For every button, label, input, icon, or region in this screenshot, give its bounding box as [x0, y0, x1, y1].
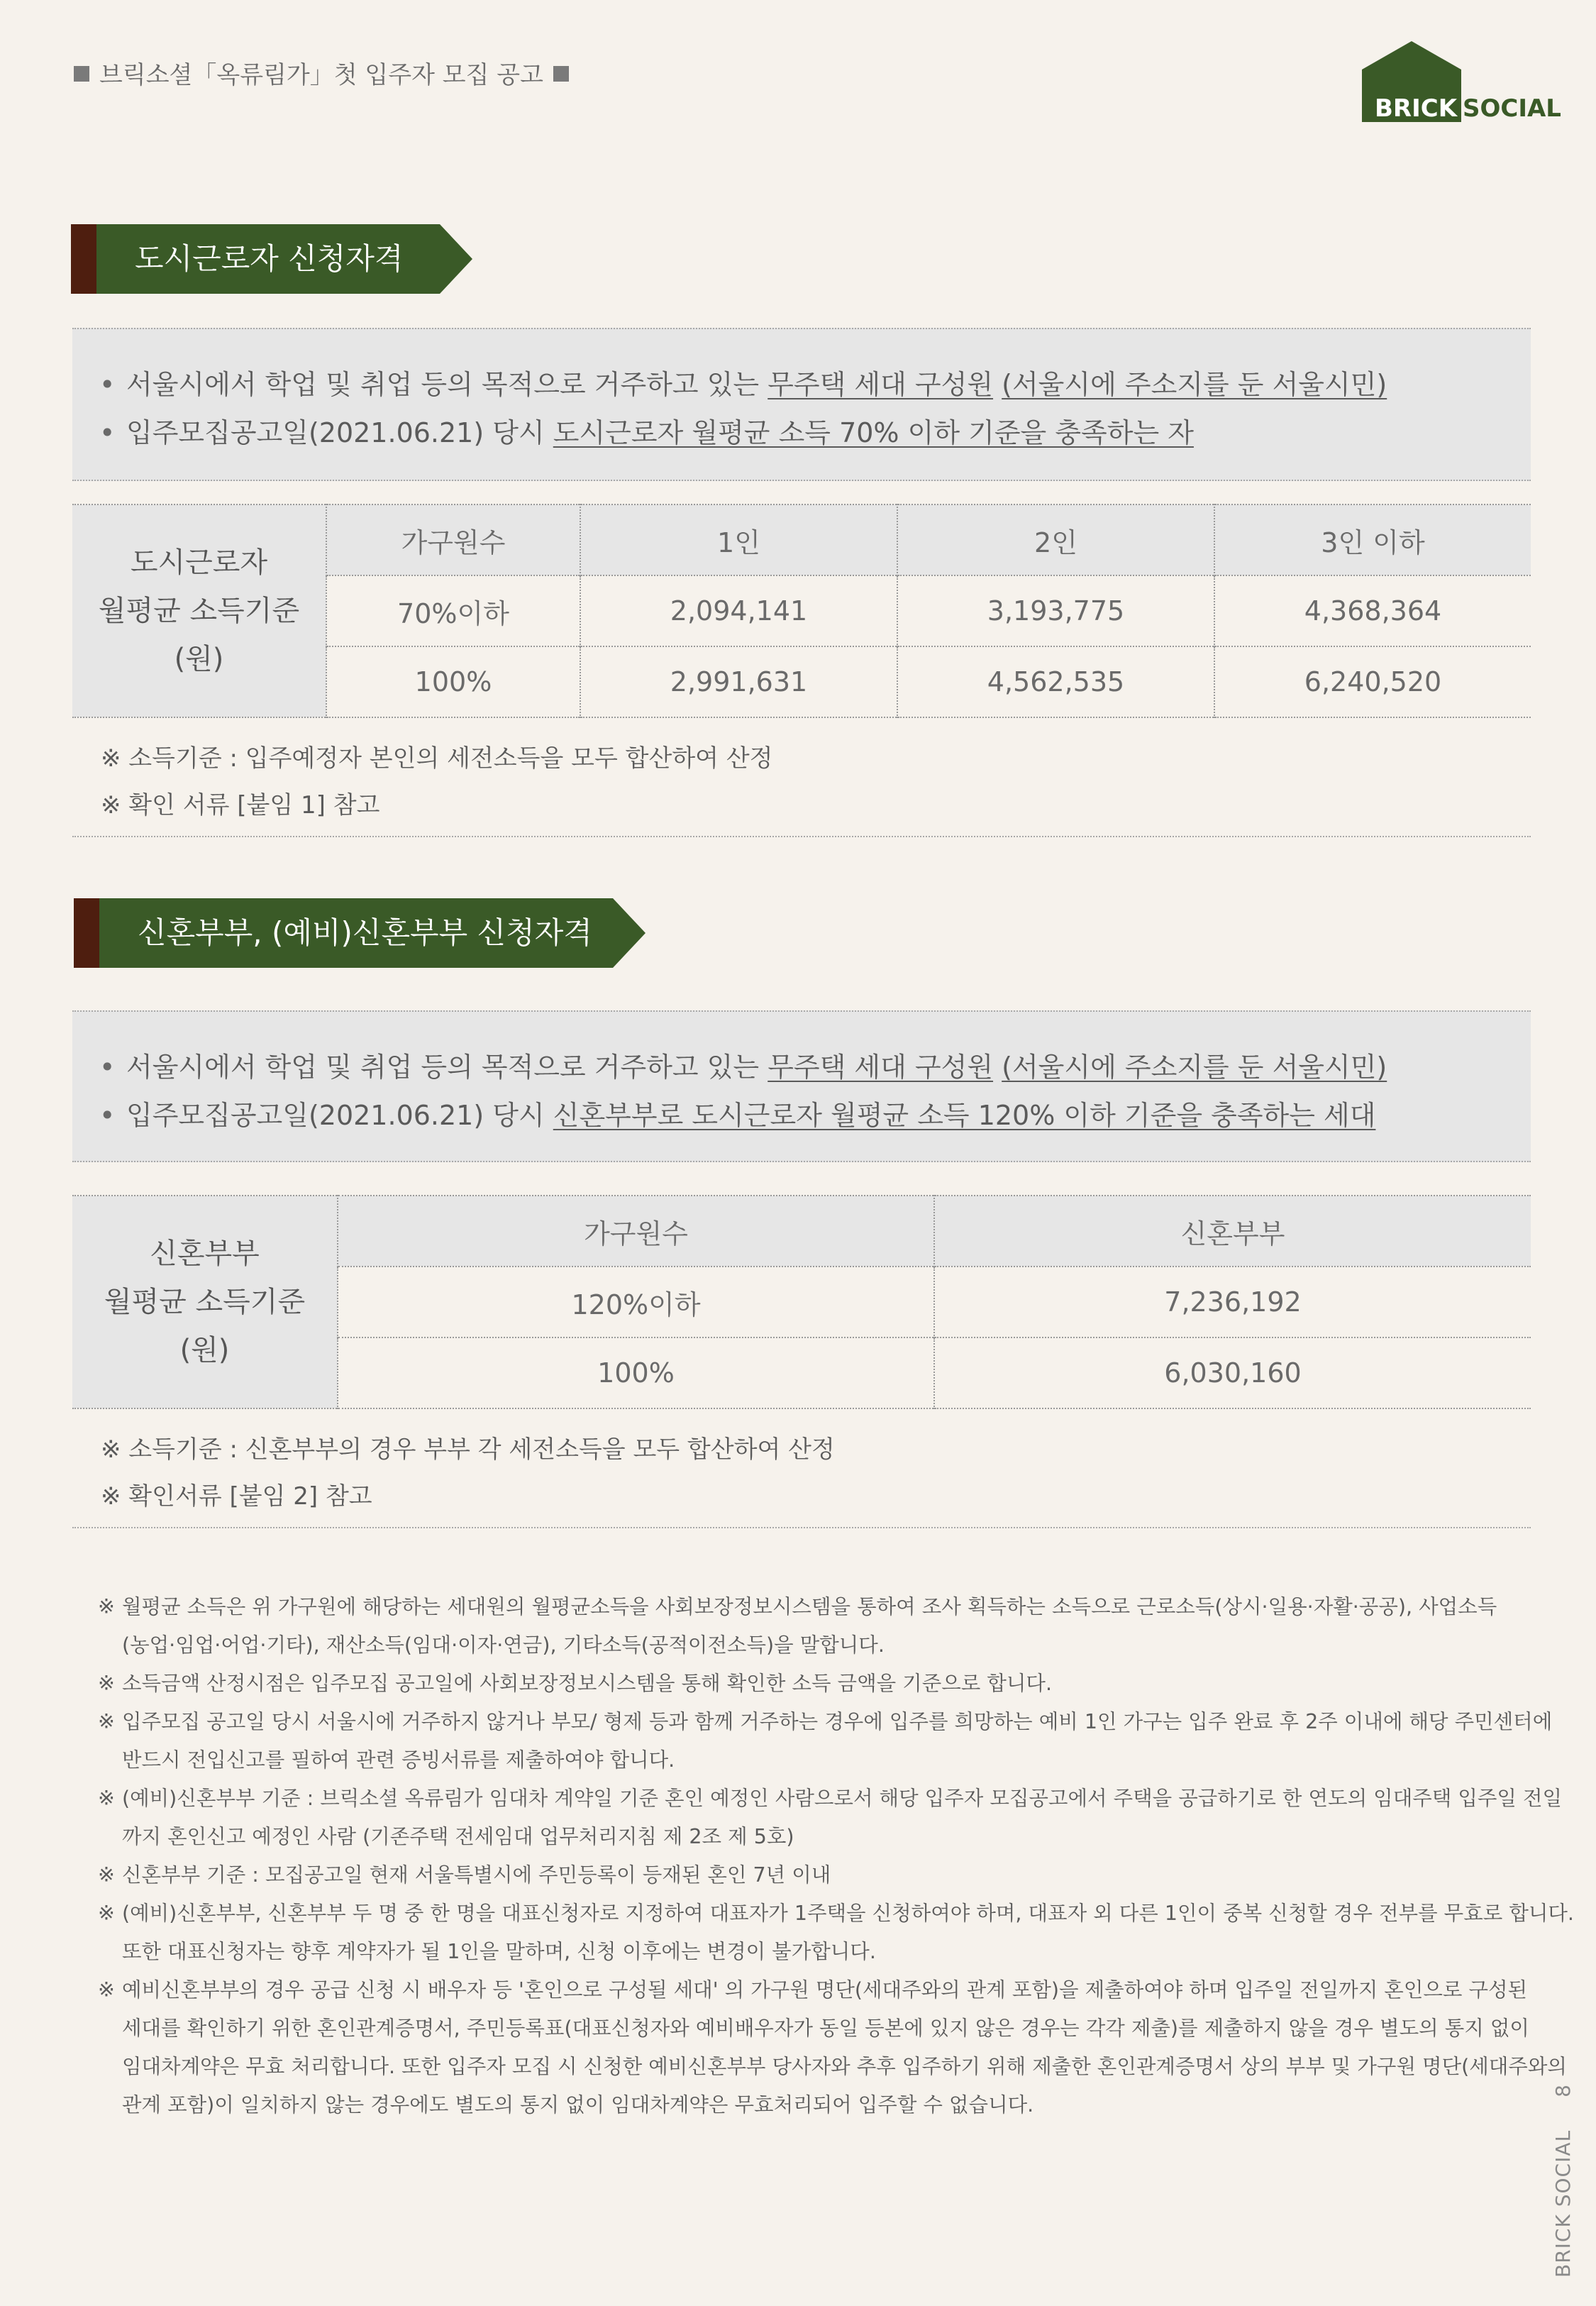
note-line: ※ 확인서류 [붙임 2] 참고: [101, 1482, 372, 1511]
footnote-line: (농업·임업·어업·기타), 재산소득(임대·이자·연금), 기타소득(공적이전소득)을 말합니다.: [122, 1633, 885, 1657]
requirement-text: 입주모집공고일(2021.06.21) 당시: [126, 1100, 553, 1131]
table-cell: 100%: [338, 1337, 934, 1408]
requirement-underlined: 무주택 세대 구성원: [767, 369, 994, 400]
footnote-line: ※ (예비)신혼부부, 신혼부부 두 명 중 한 명을 대표신청자로 지정하여 대표자가 1주택을 신청하여야 하며, 대표자 외 다른 1인이 중복 신청할 경우 전부를 무효로 합니다.: [122, 1902, 1574, 1925]
logo-text-social: SOCIAL: [1463, 94, 1561, 123]
logo-text-brick: BRICK: [1375, 94, 1458, 123]
requirement-item: [72, 409, 1531, 457]
brick-social-logo: [1356, 41, 1563, 125]
requirement-underlined: 신혼부부로 도시근로자 월평균 소득 120% 이하 기준을 충족하는 세대: [553, 1100, 1376, 1131]
footnote-item: [98, 1703, 1553, 1780]
header-title-text: 브릭소셜「옥류림가」첫 입주자 모집 공고: [99, 61, 543, 89]
table-cell: 3,193,775: [897, 575, 1214, 646]
requirement-text: 서울시에서 학업 및 취업 등의 목적으로 거주하고 있는: [126, 369, 768, 400]
row-header-line: 월평균 소득기준: [104, 1286, 306, 1318]
requirement-underlined: 무주택 세대 구성원: [767, 1052, 994, 1083]
note-line: ※ 소득기준 : 신혼부부의 경우 부부 각 세전소득을 모두 합산하여 산정: [101, 1435, 835, 1464]
footnote-line: 임대차계약은 무효 처리합니다. 또한 입주자 모집 시 신청한 예비신혼부부 당사자와 추후 입주하기 위해 제출한 혼인관계증명서 상의 부부 및 가구원 명단(세대주와의: [122, 2055, 1567, 2078]
notes-newlyweds: [72, 1416, 1531, 1528]
table-cell: 4,562,535: [897, 646, 1214, 717]
requirements-box-newlyweds: [72, 1010, 1531, 1162]
notes-urban-workers: [72, 725, 1531, 837]
footnote-item: [98, 1971, 1567, 2124]
table-cell: 7,236,192: [934, 1267, 1531, 1337]
footnote-item: [98, 1588, 1497, 1665]
square-bullet-icon: [74, 66, 89, 82]
footnote-line: ※ (예비)신혼부부 기준 : 브릭소셜 옥류림가 임대차 계약일 기준 혼인 예정인 사람으로서 해당 입주자 모집공고에서 주택을 공급하기로 한 연도의 임대주택 입주일 전일: [122, 1787, 1563, 1810]
footnote-line: 반드시 전입신고를 필하여 관련 증빙서류를 제출하여야 합니다.: [122, 1748, 675, 1772]
note-line: ※ 소득기준 : 입주예정자 본인의 세전소득을 모두 합산하여 산정: [101, 744, 773, 773]
footnote-line: ※ 신혼부부 기준 : 모집공고일 현재 서울특별시에 주민등록이 등재된 혼인 7년 이내: [122, 1863, 831, 1887]
table-cell: 2,094,141: [580, 575, 897, 646]
requirement-underlined: 도시근로자 월평균 소득 70% 이하 기준을 충족하는 자: [553, 417, 1194, 448]
row-header-line: (원): [174, 643, 224, 675]
table-cell: 120%이하: [338, 1267, 934, 1337]
requirement-gap: [993, 369, 1002, 400]
requirement-text: 입주모집공고일(2021.06.21) 당시: [126, 417, 553, 448]
requirement-gap: [993, 1052, 1002, 1083]
requirement-item: [72, 360, 1531, 409]
square-bullet-icon: [553, 66, 569, 82]
column-header: 신혼부부: [934, 1196, 1531, 1267]
requirement-underlined: (서울시에 주소지를 둔 서울시민): [1002, 1052, 1387, 1083]
row-header-line: 도시근로자: [130, 546, 268, 579]
column-header: 2인: [897, 504, 1214, 575]
table-cell: 2,991,631: [580, 646, 897, 717]
footnote-line: 또한 대표신청자는 향후 계약자가 될 1인을 말하며, 신청 이후에는 변경이 불가합니다.: [122, 1940, 876, 1963]
column-header: 3인 이하: [1214, 504, 1531, 575]
note-line: ※ 확인 서류 [붙임 1] 참고: [101, 791, 380, 820]
requirements-box-urban-workers: [72, 328, 1531, 481]
requirement-item: [72, 1091, 1531, 1140]
footnote-line: 세대를 확인하기 위한 혼인관계증명서, 주민등록표(대표신청자와 예비배우자가 동일 등본에 있지 않은 경우는 각각 제출)를 제출하지 않을 경우 별도의 통지 없이: [122, 2017, 1529, 2040]
footnote-line: ※ 입주모집 공고일 당시 서울시에 거주하지 않거나 부모/ 형제 등과 함께 거주하는 경우에 입주를 희망하는 예비 1인 가구는 입주 완료 후 2주 이내에 해당 주민센터에: [122, 1710, 1553, 1733]
income-table-newlyweds: [72, 1195, 1531, 1409]
footnote-item: [98, 1856, 1488, 1894]
income-table-urban-workers: [72, 504, 1531, 718]
table-row-header: [72, 1196, 338, 1408]
footnote-line: ※ 예비신혼부부의 경우 공급 신청 시 배우자 등 '혼인으로 구성될 세대' 의 가구원 명단(세대주와의 관계 포함)을 제출하여야 하며 입주일 전일까지 혼인으로 구성된: [122, 1978, 1528, 2002]
section-banner-newlyweds: [74, 898, 648, 968]
row-header-line: 월평균 소득기준: [98, 595, 300, 627]
footnotes: [98, 1588, 1574, 2124]
table-cell: 4,368,364: [1214, 575, 1531, 646]
footnote-item: [98, 1665, 1488, 1703]
page-footer: [1546, 2079, 1579, 2278]
footer-brand: BRICK SOCIAL: [1551, 2129, 1575, 2278]
footnote-item: [98, 1894, 1574, 1971]
section-title: 도시근로자 신청자격: [135, 241, 404, 276]
footnote-item: [98, 1780, 1563, 1856]
table-cell: 100%: [326, 646, 580, 717]
header-title: [74, 55, 569, 90]
row-header-line: 신혼부부: [150, 1237, 260, 1270]
page-footer-text: [1546, 2079, 1579, 2278]
table-row-header: [72, 504, 326, 717]
column-header: 1인: [580, 504, 897, 575]
table-cell: 6,240,520: [1214, 646, 1531, 717]
table-header-row: [72, 504, 1531, 575]
section-title: 신혼부부, (예비)신혼부부 신청자격: [138, 915, 592, 950]
footnote-line: 까지 혼인신고 예정인 사람 (기존주택 전세임대 업무처리지침 제 2조 제 5호): [122, 1825, 794, 1848]
footnote-line: 관계 포함)이 일치하지 않는 경우에도 별도의 통지 없이 임대차계약은 무효처리되어 입주할 수 없습니다.: [122, 2093, 1034, 2117]
row-header-line: (원): [179, 1334, 230, 1367]
footnote-line: ※ 월평균 소득은 위 가구원에 해당하는 세대원의 월평균소득을 사회보장정보시스템을 통하여 조사 획득하는 소득으로 근로소득(상시·일용·자활·공공), 사업소득: [122, 1595, 1497, 1618]
requirement-item: [72, 1043, 1531, 1091]
page-number: 8: [1551, 2084, 1575, 2097]
requirement-text: 서울시에서 학업 및 취업 등의 목적으로 거주하고 있는: [126, 1052, 768, 1083]
table-cell: 6,030,160: [934, 1337, 1531, 1408]
footnote-line: ※ 소득금액 산정시점은 입주모집 공고일에 사회보장정보시스템을 통해 확인한 소득 금액을 기준으로 합니다.: [122, 1672, 1053, 1695]
table-cell: 70%이하: [326, 575, 580, 646]
section-banner-urban-workers: [71, 224, 475, 294]
requirement-underlined: (서울시에 주소지를 둔 서울시민): [1002, 369, 1387, 400]
table-header-row: [72, 1196, 1531, 1267]
column-header: 가구원수: [326, 504, 580, 575]
column-header: 가구원수: [338, 1196, 934, 1267]
